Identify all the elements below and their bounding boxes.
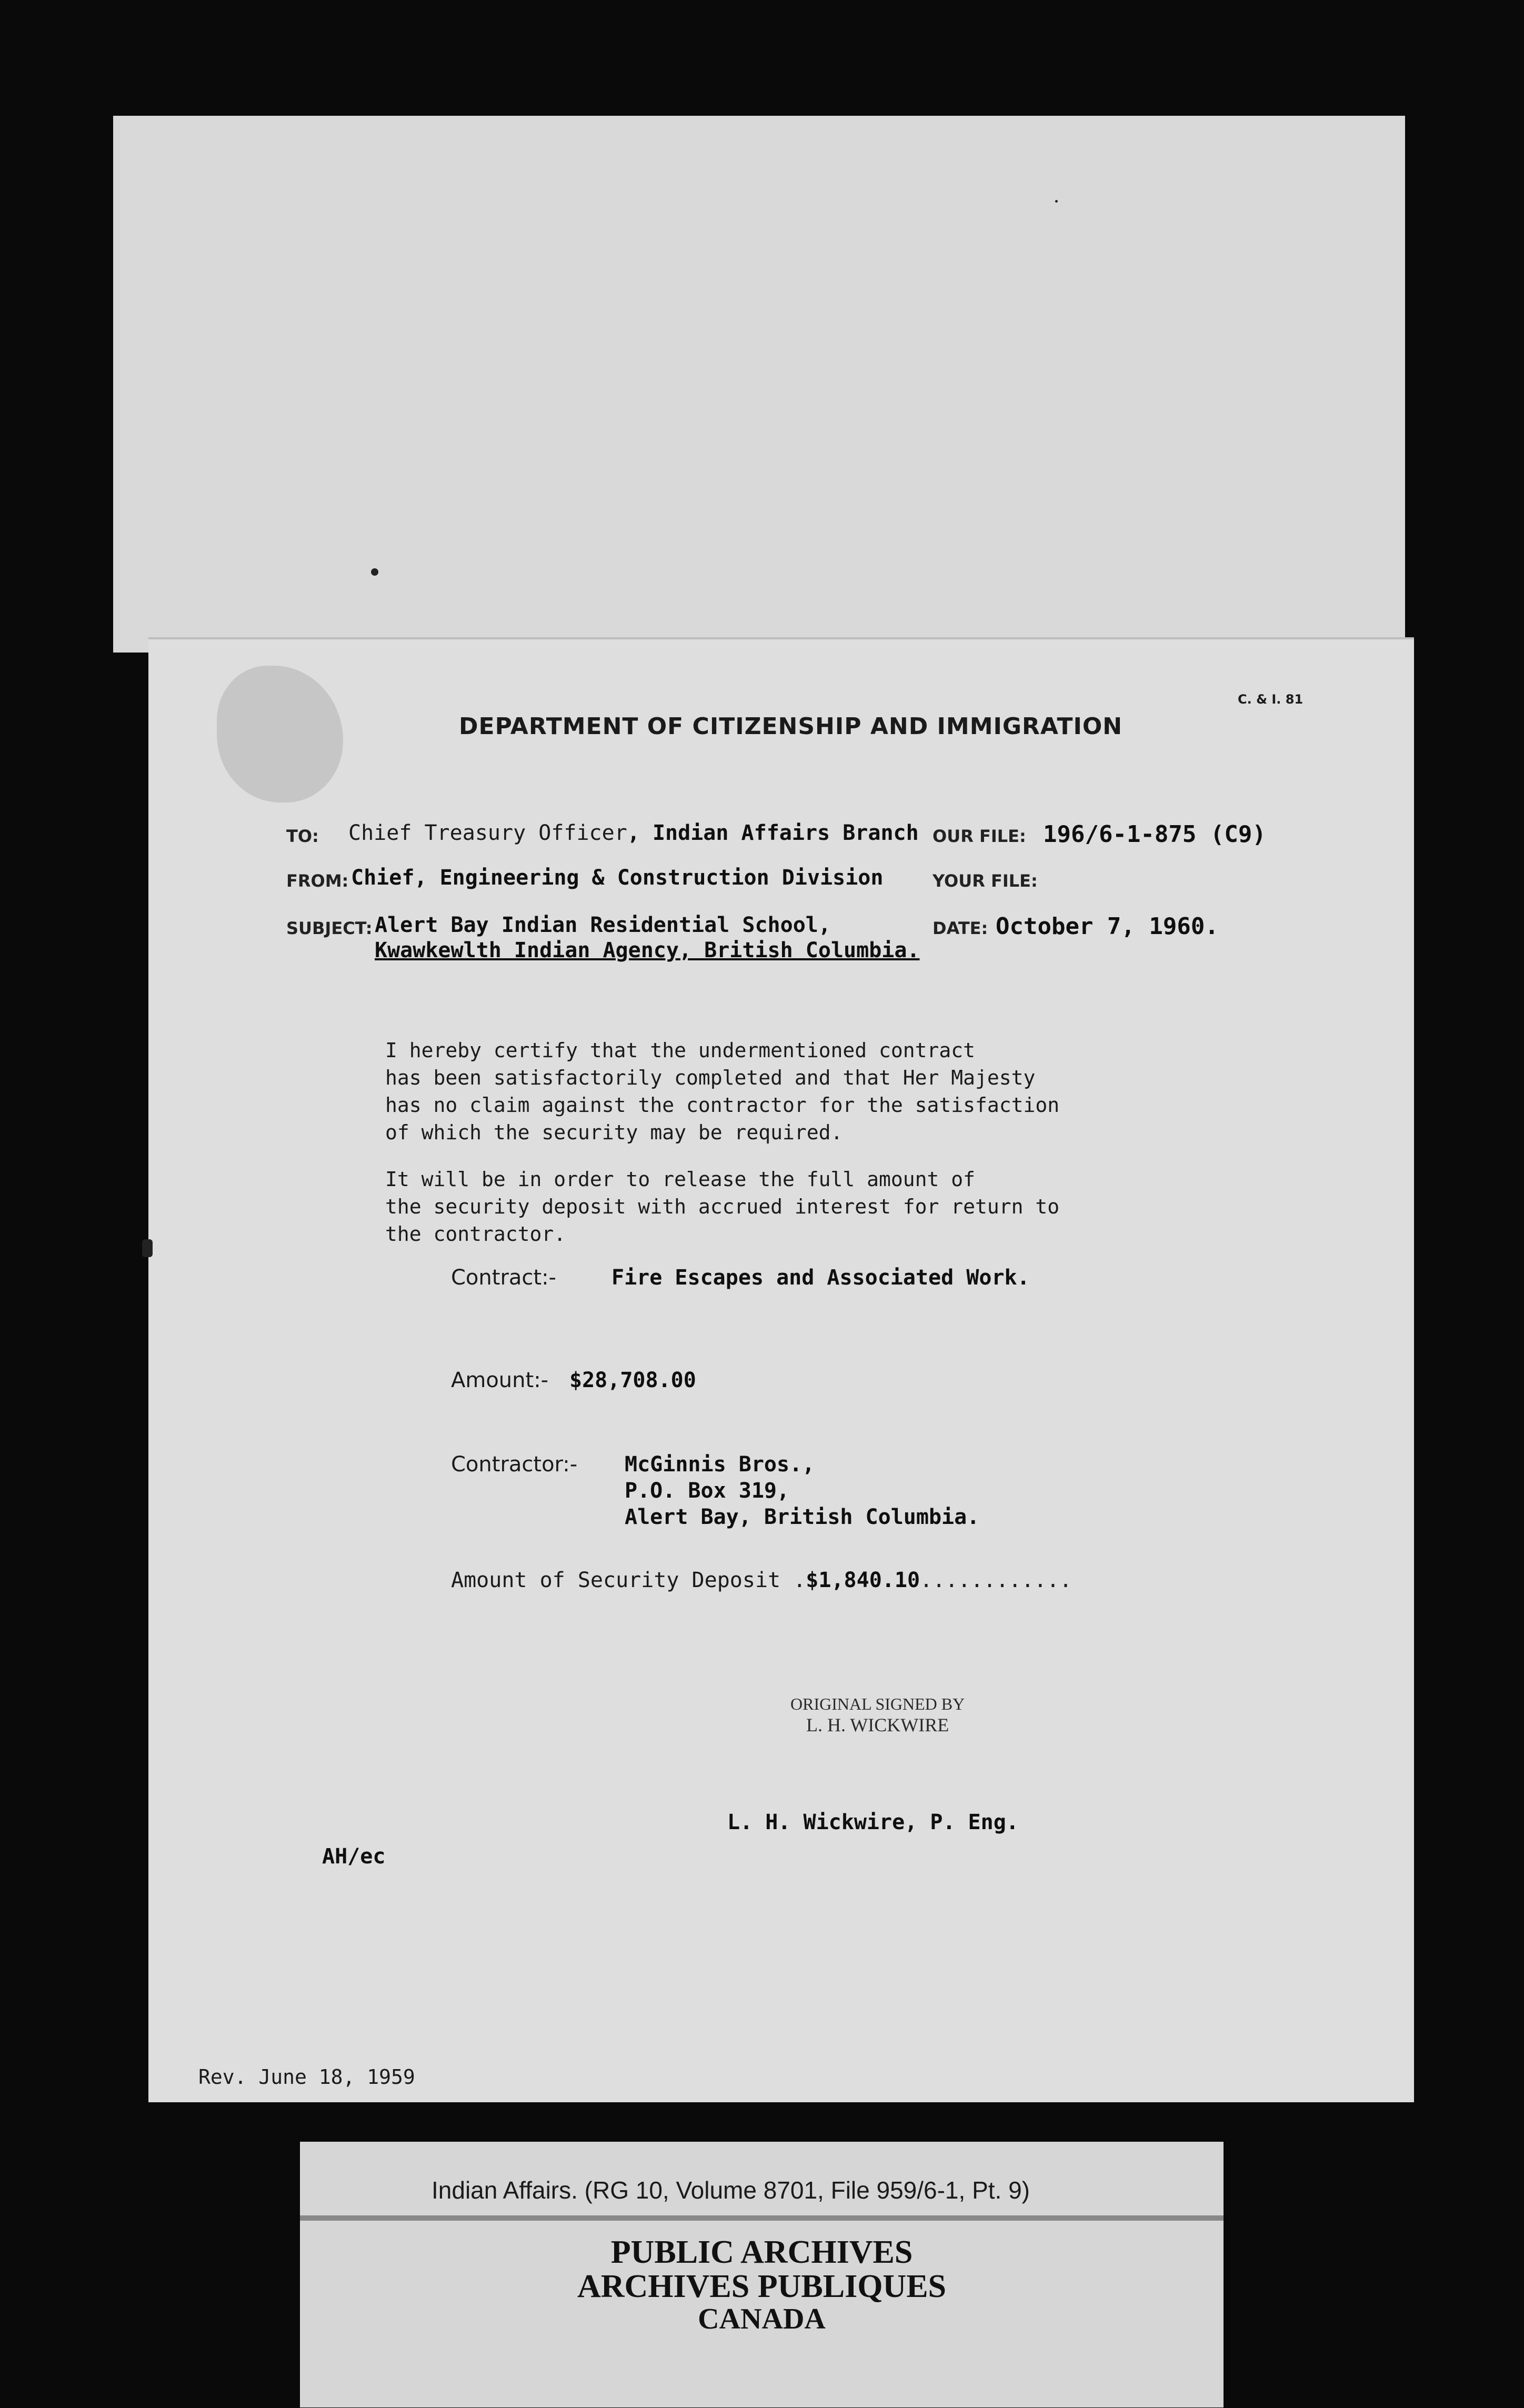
from-label: FROM: xyxy=(286,871,349,891)
release-paragraph: It will be in order to release the full amount of the security deposit with accrued interest for return to the contractor. xyxy=(385,1168,1060,1246)
speck-mark xyxy=(142,1239,153,1257)
form-code: C. & I. 81 xyxy=(1238,692,1304,707)
security-dots: ............ xyxy=(920,1568,1072,1592)
typist-initials: AH/ec xyxy=(322,1844,386,1869)
to-recipient xyxy=(348,821,919,845)
original-signed-stamp xyxy=(790,1694,965,1736)
subject-line-2: Kwawkewlth Indian Agency, British Columbia. xyxy=(375,938,920,962)
from-value: Chief, Engineering & Construction Division xyxy=(351,866,884,890)
stamp-line-1: ORIGINAL SIGNED BY xyxy=(790,1694,965,1713)
contractor-city: Alert Bay, British Columbia. xyxy=(625,1505,980,1529)
stain xyxy=(217,666,343,802)
typed-signature: L. H. Wickwire, P. Eng. xyxy=(727,1810,1019,1834)
to-branch: , Indian Affairs Branch xyxy=(627,821,919,845)
certification-paragraph: I hereby certify that the undermentioned contract has been satisfactorily completed and that Her Majesty has no claim against the contractor for the satisfaction of which the security may be required. xyxy=(385,1039,1060,1144)
revision-date: Rev. June 18, 1959 xyxy=(198,2065,415,2089)
security-value: $1,840.10 xyxy=(806,1568,920,1592)
speck-mark xyxy=(1055,200,1058,203)
archive-label-card xyxy=(300,2142,1224,2407)
security-label: Amount of Security Deposit . xyxy=(451,1568,806,1592)
archive-line-1: PUBLIC ARCHIVES xyxy=(610,2234,913,2270)
amount-value: $28,708.00 xyxy=(569,1368,696,1392)
stamp-line-2: L. H. WICKWIRE xyxy=(806,1714,949,1735)
speck-mark xyxy=(371,568,378,576)
contractor-name: McGinnis Bros., xyxy=(625,1452,815,1477)
amount-label: Amount:- xyxy=(451,1368,549,1392)
archive-line-3: CANADA xyxy=(698,2303,826,2335)
contract-label: Contract:- xyxy=(451,1266,556,1290)
security-deposit-row xyxy=(451,1568,1072,1592)
your-file-label: YOUR FILE: xyxy=(933,871,1038,891)
subject-line-1: Alert Bay Indian Residential School, xyxy=(375,913,831,937)
contractor-po-box: P.O. Box 319, xyxy=(625,1479,790,1503)
archive-line-2: ARCHIVES PUBLIQUES xyxy=(577,2269,947,2304)
our-file-value: 196/6-1-875 (C9) xyxy=(1043,821,1266,848)
contractor-label: Contractor:- xyxy=(451,1452,578,1477)
memo-form xyxy=(148,639,1414,2102)
to-label: TO: xyxy=(286,826,319,846)
our-file-label: OUR FILE: xyxy=(933,826,1026,846)
backing-sheet xyxy=(113,116,1405,653)
contract-value: Fire Escapes and Associated Work. xyxy=(611,1266,1030,1290)
card-divider xyxy=(300,2215,1224,2221)
department-heading: DEPARTMENT OF CITIZENSHIP AND IMMIGRATION xyxy=(459,713,1123,740)
date-value: October 7, 1960. xyxy=(996,913,1219,940)
archive-reference: Indian Affairs. (RG 10, Volume 8701, File 959/6-1, Pt. 9) xyxy=(432,2176,1030,2204)
to-value: Chief Treasury Officer xyxy=(348,821,627,845)
date-label: DATE: xyxy=(933,918,988,938)
subject-label: SUBJECT: xyxy=(286,918,373,938)
